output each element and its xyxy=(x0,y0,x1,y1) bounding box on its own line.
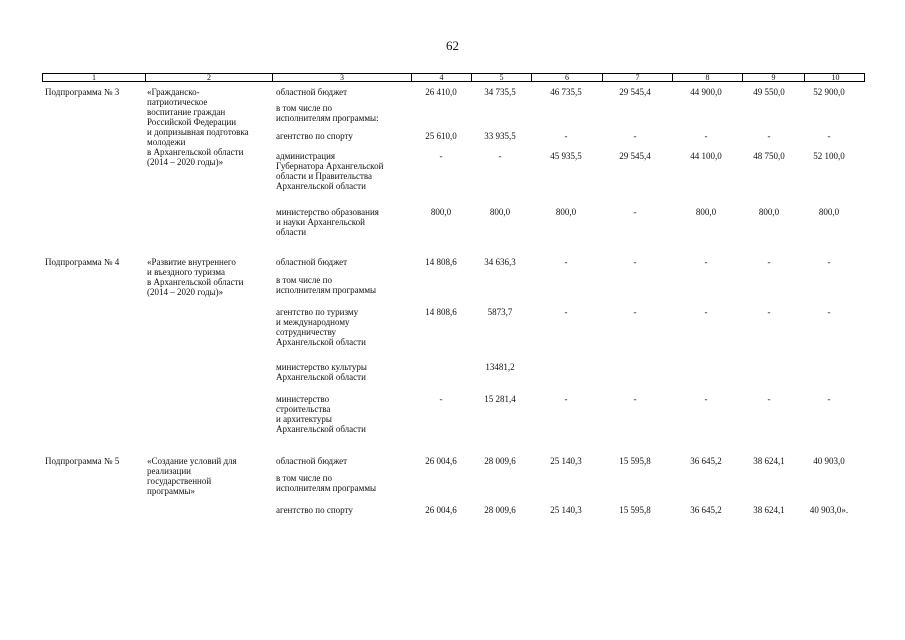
funding-value: 14 808,6 xyxy=(425,257,457,267)
funding-value: - xyxy=(633,131,637,141)
funding-value: 48 750,0 xyxy=(753,151,785,161)
col-5-number: 5 xyxy=(471,73,531,82)
funding-value: 5873,7 xyxy=(487,307,513,317)
executor-label: администрация Губернатора Архангельской области и Правительства Архангельской области xyxy=(276,151,384,191)
funding-value: - xyxy=(704,131,708,141)
funding-value: - xyxy=(564,257,568,267)
executor-label: министерство образования и науки Архангельской области xyxy=(276,207,379,237)
col-6-number: 6 xyxy=(531,73,602,82)
funding-value: - xyxy=(827,307,831,317)
funding-value: 14 808,6 xyxy=(425,307,457,317)
funding-value: 26 004,6 xyxy=(425,456,457,466)
funding-value: 45 935,5 xyxy=(550,151,582,161)
funding-value: - xyxy=(564,307,568,317)
funding-value: - xyxy=(704,257,708,267)
subprogram-number: Подпрограмма № 5 xyxy=(45,456,120,466)
funding-value: 800,0 xyxy=(489,207,511,217)
funding-value: 52 900,0 xyxy=(813,87,845,97)
funding-value: 29 545,4 xyxy=(619,151,651,161)
funding-value: 29 545,4 xyxy=(619,87,651,97)
executor-label: в том числе по исполнителям программы xyxy=(276,473,377,493)
funding-value: - xyxy=(827,257,831,267)
funding-value: 15 595,8 xyxy=(619,456,651,466)
funding-value: 34 735,5 xyxy=(484,87,516,97)
col-4-number: 4 xyxy=(411,73,471,82)
executor-label: министерство культуры Архангельской области xyxy=(276,362,367,382)
column-number-header xyxy=(42,73,865,82)
funding-value: 26 004,6 xyxy=(425,505,457,515)
subprogram-title: «Гражданско- патриотическое воспитание граждан Российской Федерации и допризывная подготовка молодежи в Архангельской области (2014 – 2020 годы)» xyxy=(147,87,249,167)
funding-value: 34 636,3 xyxy=(484,257,516,267)
funding-value: 36 645,2 xyxy=(690,456,722,466)
funding-value: 40 903,0 xyxy=(813,456,845,466)
col-2-number: 2 xyxy=(145,73,272,82)
funding-value: 800,0 xyxy=(695,207,717,217)
funding-value: - xyxy=(564,131,568,141)
executor-label: в том числе по исполнителям программы xyxy=(276,275,377,295)
funding-value: 15 281,4 xyxy=(484,394,516,404)
funding-value: - xyxy=(827,131,831,141)
funding-value: - xyxy=(564,394,568,404)
funding-value: - xyxy=(767,257,771,267)
executor-label: агентство по туризму и международному сотрудничеству Архангельской области xyxy=(276,307,366,347)
funding-value: - xyxy=(704,307,708,317)
funding-value: 40 903,0». xyxy=(809,505,849,515)
funding-value: - xyxy=(633,257,637,267)
subprogram-title: «Развитие внутреннего и въездного туризма в Архангельской области (2014 – 2020 годы)» xyxy=(147,257,244,297)
subprogram-number: Подпрограмма № 3 xyxy=(45,87,120,97)
funding-value: - xyxy=(498,151,502,161)
page-number: 62 xyxy=(446,38,459,53)
funding-value: 25 140,3 xyxy=(550,505,582,515)
funding-value: 52 100,0 xyxy=(813,151,845,161)
funding-value: 25 610,0 xyxy=(425,131,457,141)
funding-value: - xyxy=(767,131,771,141)
funding-value: - xyxy=(704,394,708,404)
funding-value: 800,0 xyxy=(818,207,840,217)
funding-value: 13481,2 xyxy=(485,362,515,372)
col-8-number: 8 xyxy=(672,73,742,82)
funding-value: 33 935,5 xyxy=(484,131,516,141)
funding-value: 26 410,0 xyxy=(425,87,457,97)
funding-value: 28 009,6 xyxy=(484,456,516,466)
executor-label: областной бюджет xyxy=(276,87,348,97)
funding-value: 800,0 xyxy=(430,207,452,217)
funding-value: - xyxy=(633,394,637,404)
funding-value: 49 550,0 xyxy=(753,87,785,97)
executor-label: агентство по спорту xyxy=(276,505,353,515)
col-9-number: 9 xyxy=(742,73,804,82)
funding-value: - xyxy=(767,307,771,317)
executor-label: областной бюджет xyxy=(276,456,348,466)
col-7-number: 7 xyxy=(602,73,672,82)
executor-label: областной бюджет xyxy=(276,257,348,267)
funding-value: - xyxy=(633,207,637,217)
funding-value: 38 624,1 xyxy=(753,456,785,466)
funding-value: - xyxy=(439,151,443,161)
funding-value: 36 645,2 xyxy=(690,505,722,515)
funding-value: 44 900,0 xyxy=(690,87,722,97)
col-3-number: 3 xyxy=(272,73,411,82)
funding-value: - xyxy=(827,394,831,404)
executor-label: агентство по спорту xyxy=(276,131,353,141)
funding-value: 46 735,5 xyxy=(550,87,582,97)
funding-value: 25 140,3 xyxy=(550,456,582,466)
funding-value: - xyxy=(767,394,771,404)
col-1-number: 1 xyxy=(92,73,96,82)
funding-value: 800,0 xyxy=(758,207,780,217)
funding-value: 28 009,6 xyxy=(484,505,516,515)
subprogram-title: «Создание условий для реализации государственной программы» xyxy=(147,456,237,496)
funding-value: - xyxy=(439,394,443,404)
funding-value: 800,0 xyxy=(555,207,577,217)
executor-label: министерство строительства и архитектуры Архангельской области xyxy=(276,394,366,434)
funding-value: - xyxy=(633,307,637,317)
col-10-number: 10 xyxy=(804,73,866,82)
funding-value: 15 595,8 xyxy=(619,505,651,515)
funding-value: 38 624,1 xyxy=(753,505,785,515)
executor-label: в том числе по исполнителям программы: xyxy=(276,103,379,123)
funding-value: 44 100,0 xyxy=(690,151,722,161)
subprogram-number: Подпрограмма № 4 xyxy=(45,257,120,267)
